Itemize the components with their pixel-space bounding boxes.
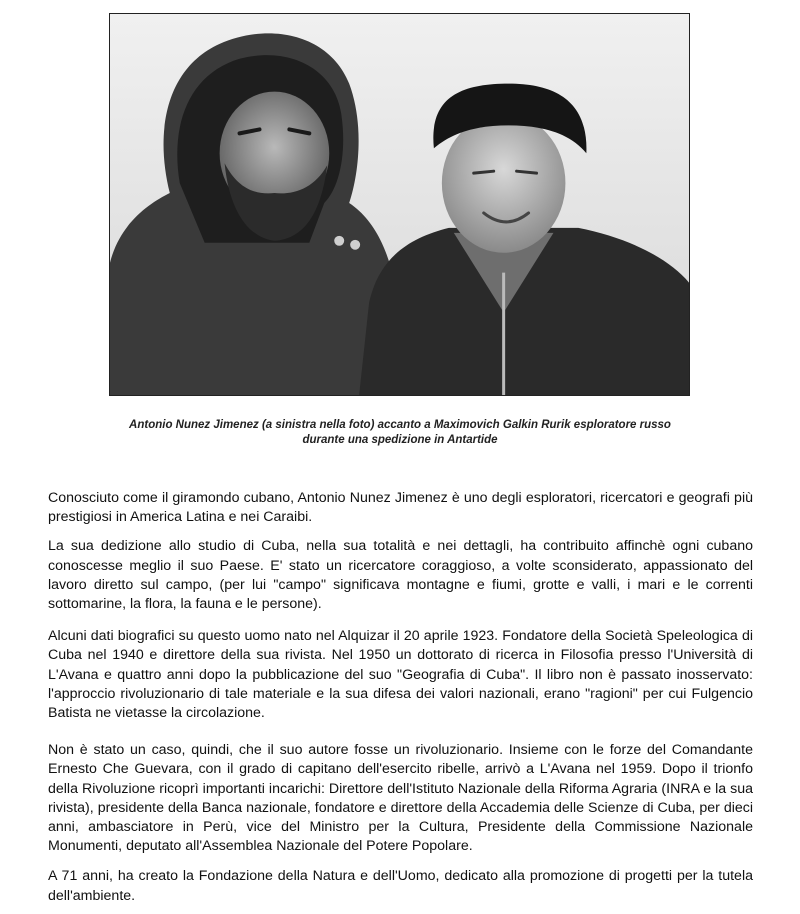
paragraph-intro: Conosciuto come il giramondo cubano, Antonio Nunez Jimenez è uno degli esploratori, ricercatori e geografi più prestigiosi in America Latina e nei Caraibi. <box>48 490 753 526</box>
paragraph-biography: Alcuni dati biografici su questo uomo nato nel Alquizar il 20 aprile 1923. Fondatore della Società Speleologica di Cuba nel 1940 e direttore della sua rivista. Nel 1950 un dottorato di ricerca in Filosofia presso l'Università di L'Avana e quattro anni dopo la pubblicazione del suo "Geografia di Cuba". Il libro non è passato inosservato: l'approccio rivoluzionario di tale materiale e la sua difesa dei valori nazionali, erano "ragioni" per cui Fulgencio Batista ne vietasse la circolazione. <box>48 628 753 722</box>
explorers-photo <box>109 13 690 396</box>
caption-line-2: durante una spedizione in Antartide <box>302 434 498 446</box>
article-body <box>48 489 753 906</box>
paragraph-foundation: A 71 anni, ha creato la Fondazione della Natura e dell'Uomo, dedicato alla promozione di progetti per la tutela dell'ambiente. <box>48 868 753 904</box>
photo-caption <box>90 418 710 448</box>
paragraph-revolution: Non è stato un caso, quindi, che il suo autore fosse un rivoluzionario. Insieme con le forze del Comandante Ernesto Che Guevara, con il grado di capitano dell'esercito ribelle, arrivò a L'Avana nel 1959. Dopo il trionfo della Rivoluzione ricoprì importanti incarichi: Direttore dell'Istituto Nazionale della Riforma Agraria (INRA e la sua rivista), presidente della Banca nazionale, fondatore e direttore della Accademia delle Scienze di Cuba, per dieci anni, ambasciatore in Perù, vice del Ministro per la Cultura, Presidente della Commissione Nazionale Monumenti, deputato all'Assemblea Nazionale del Potere Popolare. <box>48 742 753 855</box>
caption-line-1: Antonio Nunez Jimenez (a sinistra nella foto) accanto a Maximovich Galkin Rurik esploratore russo <box>129 419 671 431</box>
photo-two-explorers-icon <box>110 14 689 395</box>
paragraph-dedication: La sua dedizione allo studio di Cuba, nella sua totalità e nei dettagli, ha contribuito affinchè ogni cubano conoscesse meglio il suo Paese. E' stato un ricercatore coraggioso, a volte sconsiderato, appassionato del lavoro diretto sul campo, (per lui "campo" significava montagne e fiumi, grotte e valli, i mari e le correnti sottomarine, la flora, la fauna e le persone). <box>48 538 753 613</box>
